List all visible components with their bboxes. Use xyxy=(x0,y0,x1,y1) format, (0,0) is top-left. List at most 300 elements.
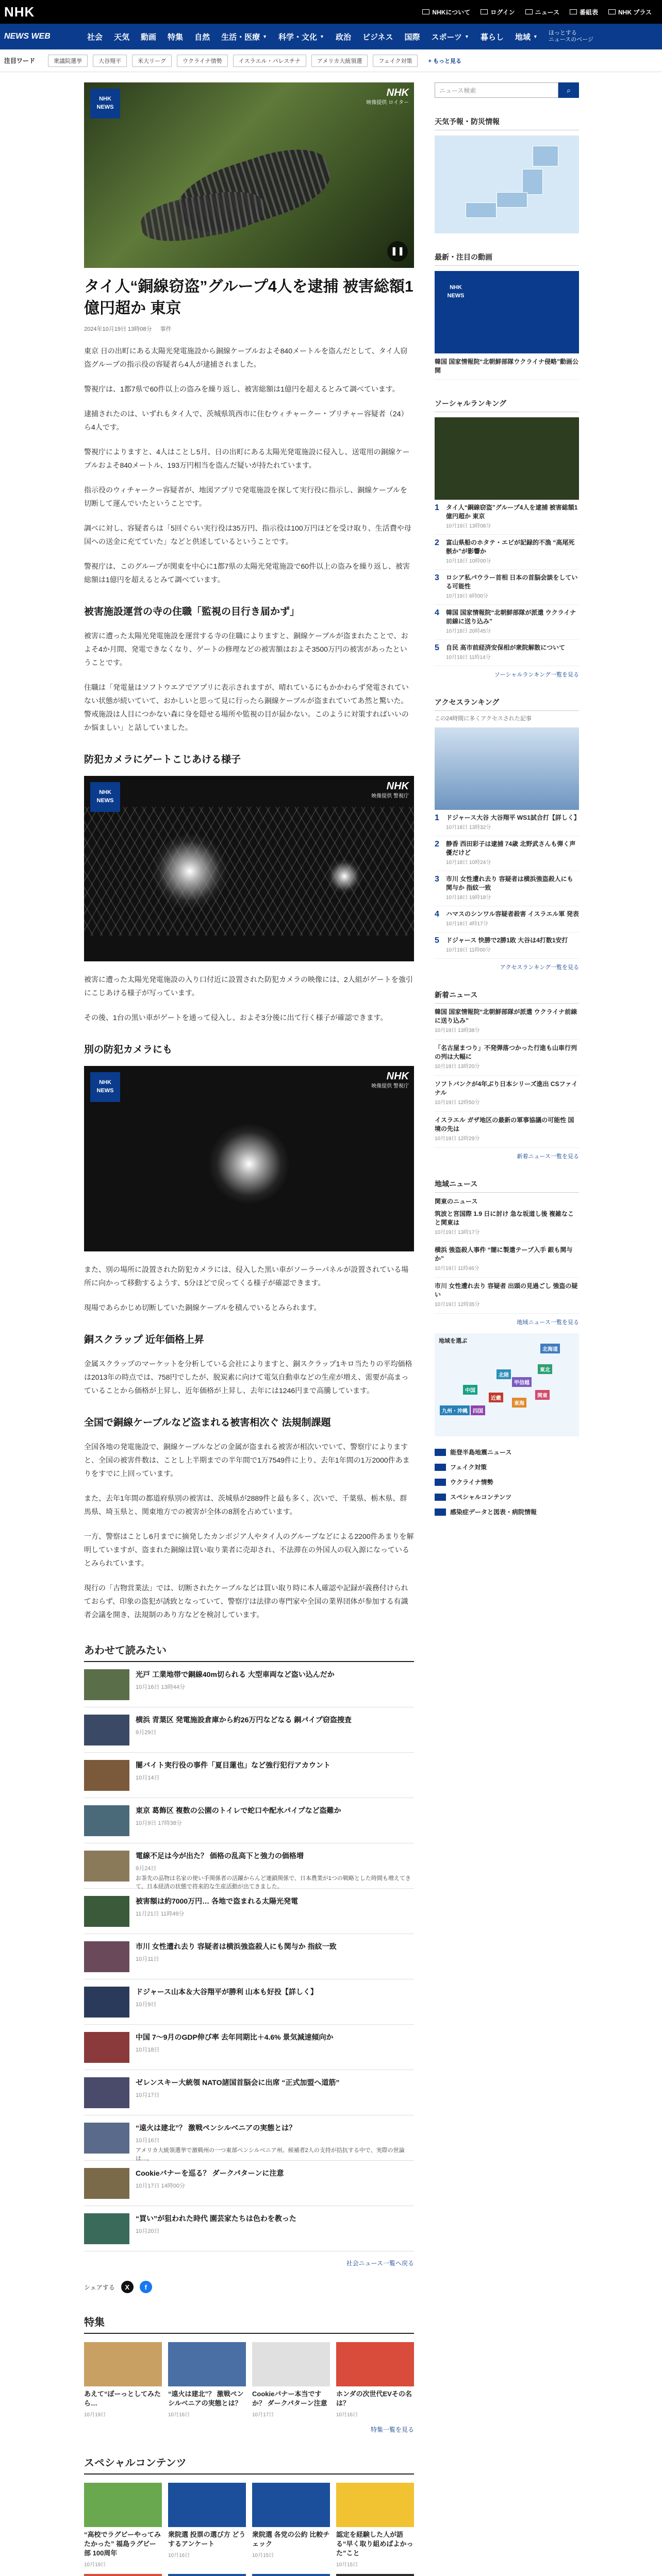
featured-video[interactable] xyxy=(435,271,579,353)
nav-business[interactable]: ビジネス xyxy=(362,32,393,42)
item-title: 韓国 国家情報院“北朝鮮部隊が派遣 ウクライナ前線に送り込み” xyxy=(446,609,576,625)
item-date: 10月19日 12時50分 xyxy=(435,1100,480,1106)
rank-number: 5 xyxy=(435,936,439,945)
nav-weather[interactable]: 天気 xyxy=(114,32,130,42)
item-text xyxy=(435,1116,579,1143)
region-chugoku[interactable]: 中国 xyxy=(463,1385,477,1395)
related-thumbnail xyxy=(84,2123,129,2154)
item-date: 10月19日 13時17分 xyxy=(435,1230,480,1235)
item-date: 10月19日 12時35分 xyxy=(435,1302,480,1308)
related-list xyxy=(84,1662,414,2251)
card-thumbnail xyxy=(336,2574,414,2576)
related-title: “買い”が狙われた時代 園芸家たちは色わを教った xyxy=(136,2214,296,2223)
card-thumbnail xyxy=(336,2483,414,2527)
related-thumbnail xyxy=(84,2032,129,2063)
related-text xyxy=(136,1760,330,1790)
item-text xyxy=(435,1080,579,1107)
related-text xyxy=(136,1669,335,1700)
weather-map[interactable] xyxy=(435,135,579,233)
nav-feature[interactable]: 特集 xyxy=(168,32,184,42)
features-heading: 特集 xyxy=(84,2314,414,2334)
related-date: 10月17日 xyxy=(136,2092,160,2098)
sidebar xyxy=(435,82,579,1519)
nhk-news-badge: NHK NEWS xyxy=(90,89,120,118)
item-date: 10月19日 13時38分 xyxy=(435,1028,480,1033)
related-title: 電線不足は今が出た？ 価格の乱高下と強力の価格増 xyxy=(136,1852,304,1860)
special-card[interactable] xyxy=(84,2483,162,2568)
news-web-brand[interactable]: NEWS WEB xyxy=(4,32,51,41)
rank-number: 4 xyxy=(435,910,439,919)
related-text xyxy=(136,2168,284,2198)
item-title: イスラエル ガザ地区の最新の軍事協議の可能性 国境の先は xyxy=(435,1116,574,1132)
related-text xyxy=(136,1896,298,1926)
facebook-icon[interactable]: f xyxy=(140,2281,152,2293)
related-text xyxy=(136,2032,334,2062)
features-grid xyxy=(84,2342,414,2418)
card-title: “高校でラグビーやってみたかった” 福島ラグビー部 100周年 xyxy=(84,2531,161,2557)
related-thumbnail xyxy=(84,1669,129,1700)
paragraph: 金属スクラップのマーケットを分析している会社によりますと、銅スクラップ1キロ当たりの平均価格は2013年の時点では、758円でしたが、脱炭素に向けて電気自動車などの生産が増え、需要が高まっていることから価格が上昇し、近年価格が上昇し、去年には1246円まで高騰しています。 xyxy=(84,1360,412,1395)
ranking-item[interactable] xyxy=(435,605,579,640)
item-title: ロシア私パウラー首相 日本の首脳会談をしている可能性 xyxy=(446,574,578,590)
special-card[interactable] xyxy=(84,2574,162,2576)
ranking-item[interactable] xyxy=(435,535,579,570)
related-item[interactable] xyxy=(84,1979,414,2025)
search-icon[interactable]: ⌕ xyxy=(558,82,579,98)
region-koshinetsu[interactable]: 甲信越 xyxy=(512,1377,532,1387)
card-date: 10月15日 xyxy=(252,2553,274,2558)
related-item[interactable] xyxy=(84,2070,414,2115)
card-thumbnail xyxy=(336,2342,414,2386)
related-date: 10月20日 xyxy=(136,2228,160,2234)
hero-video[interactable] xyxy=(84,82,414,268)
item-text xyxy=(435,1044,579,1071)
related-thumbnail xyxy=(84,2168,129,2199)
card-date: 10月19日 xyxy=(84,2562,106,2568)
feature-card[interactable] xyxy=(336,2342,414,2418)
new-heading: 新着ニュース xyxy=(435,990,579,1004)
nav-science[interactable]: 科学・文化 ▼ xyxy=(278,32,324,42)
nav-hotto[interactable]: ほっとする ニュースのページ xyxy=(548,29,594,43)
paragraph: また、去年1年間の都道府県別の被害は、茨城県が2889件と最も多く、次いで、千葉県、栃木県、群馬県、埼玉県と、関東地方での被害が全体の8割を占めています。 xyxy=(84,1494,407,1516)
map-region xyxy=(522,169,543,195)
ranking-item[interactable] xyxy=(435,500,579,535)
item-text xyxy=(446,643,565,662)
item-text xyxy=(446,503,579,531)
feature-card[interactable] xyxy=(252,2342,330,2418)
link-banner-icon xyxy=(435,1449,446,1456)
light-glow xyxy=(151,833,228,910)
region-more-link[interactable]: 地域ニュース一覧を見る xyxy=(517,1319,579,1326)
ranking-item[interactable] xyxy=(435,933,579,959)
item-text xyxy=(446,936,568,955)
article-title: タイ人“銅線窃盗”グループ4人を逮捕 被害総額1億円超か 東京 xyxy=(84,278,413,317)
region-tohoku[interactable]: 東北 xyxy=(538,1364,552,1374)
cctv-video-gate[interactable] xyxy=(84,776,414,961)
special-heading: スペシャルコンテンツ xyxy=(84,2454,414,2475)
item-title: ハマスのシンワル容疑者殺害 イスラエル軍 発表 xyxy=(446,910,579,918)
rank-number: 4 xyxy=(435,608,439,617)
paragraph: 調べに対し、容疑者らは「5回ぐらい実行役は35万円、指示役は100万円ほどを受け取り、生活費や母国への送金に充てていた」などと供述しているということです。 xyxy=(84,524,411,546)
feature-card[interactable] xyxy=(84,2342,162,2418)
item-date: 10月18日 19時18分 xyxy=(446,895,491,901)
item-date: 10月19日 10時00分 xyxy=(446,558,491,564)
region-kanto[interactable]: 関東 xyxy=(535,1390,550,1400)
topic-chip[interactable]: 衆議院選挙 xyxy=(48,55,88,67)
japan-region-map xyxy=(435,1333,579,1436)
item-date: 10月19日 13時20分 xyxy=(435,1064,480,1070)
fence-graphic xyxy=(84,807,414,936)
item-text xyxy=(446,573,579,601)
link-tv-guide[interactable]: 番組表 xyxy=(570,8,598,16)
item-text xyxy=(446,840,579,867)
card-title: あえて“ぼーっとしてみたら… xyxy=(84,2390,161,2407)
rank-number: 3 xyxy=(435,573,439,582)
related-title: “遠火は建北”？ 激戦ペンシルベニアの実態とは？ xyxy=(136,2124,296,2132)
related-item[interactable] xyxy=(84,1843,414,1889)
ranking-item[interactable] xyxy=(435,570,579,605)
access-subtitle: この24時間に多くアクセスされた記事 xyxy=(435,716,532,722)
card-title: 認定を経験した人が語る“早く取り組めばよかった”こと xyxy=(336,2531,413,2557)
item-text xyxy=(435,1008,579,1035)
light-glow xyxy=(208,1123,290,1205)
related-date: 9月29日 xyxy=(136,1730,157,1736)
card-thumbnail xyxy=(84,2574,162,2576)
ranking-item[interactable] xyxy=(435,906,579,933)
paragraph: 警視庁は、このグループが関東を中心に1都7県の太陽光発電施設で60件以上の盗みを繰り返し、被害総額は1億円を超えるとみて調べています。 xyxy=(84,562,410,584)
nhk-news-badge: NHK NEWS xyxy=(441,277,471,307)
item-title: 自民 高市前経済安保相が衆院解散について xyxy=(446,644,566,651)
card-thumbnail xyxy=(168,2574,246,2576)
region-hokkaido[interactable]: 北海道 xyxy=(540,1344,560,1353)
back-to-list-link[interactable]: 社会ニュース一覧へ戻る xyxy=(346,2260,414,2267)
card-date: 10月15日 xyxy=(336,2562,358,2568)
item-title: 市川 女性遭れ去り 容疑者 出頭の見過ごし 強盗の疑い xyxy=(435,1282,578,1298)
region-news-list xyxy=(435,1206,579,1314)
link-login[interactable]: ログイン xyxy=(481,8,515,16)
quick-link[interactable]: フェイク対策 xyxy=(435,1460,579,1475)
related-item[interactable] xyxy=(84,2115,414,2161)
map-region xyxy=(496,192,527,208)
card-date: 10月16日 xyxy=(168,2412,190,2418)
weather-heading: 天気予報・防災情報 xyxy=(435,116,579,130)
news-item[interactable] xyxy=(435,1242,579,1278)
special-card[interactable] xyxy=(336,2483,414,2568)
item-text xyxy=(446,910,579,928)
cctv-video-field[interactable] xyxy=(84,1066,414,1251)
item-date: 10月18日 20時45分 xyxy=(446,629,491,634)
article-body xyxy=(84,344,414,1621)
region-hokuriku[interactable]: 北陸 xyxy=(496,1369,511,1379)
item-title: 筑波と宮国際 1.9 日に討け 急な坂道し後 複雑なこと関東は xyxy=(435,1210,574,1226)
access-more-link[interactable]: アクセスランキング一覧を見る xyxy=(500,964,579,971)
topic-chip[interactable]: 米大リーグ xyxy=(132,55,172,67)
related-title: 被害額は約7000万円… 各地で盗まれる太陽光発電 xyxy=(136,1897,299,1905)
topic-chip[interactable]: ウクライナ情勢 xyxy=(177,55,228,67)
region-subtitle: 関東のニュース xyxy=(435,1198,478,1205)
chevron-down-icon: ▼ xyxy=(533,34,538,39)
related-summary: お茶先の品物は名家の使い手関係者の活躍からんど連鎖関係で、日本農業が1つの戦略とした時間も増えてきて、日本経済の状態で将来的な生産活動が出てきました。 xyxy=(136,1875,411,1890)
card-thumbnail xyxy=(84,2342,162,2386)
card-date: 10月19日 xyxy=(84,2412,106,2418)
item-text xyxy=(446,814,579,832)
about-icon xyxy=(422,9,429,14)
topic-chip[interactable]: イスラエル・パレスチナ xyxy=(233,55,306,67)
main-nav xyxy=(0,24,662,49)
ranking-item[interactable] xyxy=(435,640,579,666)
pause-icon[interactable]: ❚❚ xyxy=(387,241,408,262)
related-text xyxy=(136,1805,341,1836)
section-heading: 別の防犯カメラにも xyxy=(84,1044,173,1055)
article-tag[interactable]: 事件 xyxy=(160,326,172,332)
related-text xyxy=(136,1715,352,1745)
region-tokai[interactable]: 東海 xyxy=(512,1398,526,1408)
related-thumbnail xyxy=(84,1851,129,1882)
card-thumbnail xyxy=(168,2342,246,2386)
rank-number: 3 xyxy=(435,875,439,884)
related-summary: アメリカ大統領選挙で激戦州の一つ東部ペンシルベニア州。候補者2人の支持が拮抗する中で、実際の世論は…。 xyxy=(136,2147,405,2162)
feature-card[interactable] xyxy=(168,2342,246,2418)
region-kyushu[interactable]: 九州・沖縄 xyxy=(440,1405,470,1415)
card-thumbnail xyxy=(252,2342,330,2386)
item-date: 10月19日 12時29分 xyxy=(435,1136,480,1142)
paragraph: 現行の「古物営業法」では、切断されたケーブルなどは買い取り時に本人確認や記録が義務付けられておらず、印象の盗犯が誘致となっていて、警察庁は法律の専門家や全国の業界団体が参加する有識者会議を開き、法規制のあり方などを検討しています。 xyxy=(84,1584,408,1619)
item-date: 10月19日 11時46分 xyxy=(435,1266,479,1272)
region-kinki[interactable]: 近畿 xyxy=(489,1393,503,1402)
ranking-item[interactable] xyxy=(435,871,579,906)
related-title: 中国 7～9月のGDP伸び率 去年同期比＋4.6% 景気減速傾向か xyxy=(136,2033,334,2041)
new-news-list xyxy=(435,1004,579,1148)
video-caption: その後、1台の黒い車がゲートを通って侵入し、およそ3分後に出て行く様子が確認できます。 xyxy=(84,1013,388,1022)
nhk-logo[interactable]: NHK xyxy=(4,4,35,20)
link-banner-icon xyxy=(435,1494,446,1501)
topic-chip[interactable]: フェイク対策 xyxy=(373,55,418,67)
related-title: 闇バイト実行役の事件「夏目蓮也」など強行犯行アカウント xyxy=(136,1761,330,1769)
x-icon[interactable]: X xyxy=(121,2281,134,2293)
topic-label: 注目ワード xyxy=(4,57,36,64)
related-item[interactable] xyxy=(84,2025,414,2070)
related-text xyxy=(136,1941,337,1972)
item-date: 10月19日 11時00分 xyxy=(446,947,491,953)
section-heading: 全国で銅線ケーブルなど盗まれる被害相次ぐ 法規制課題 xyxy=(84,1417,331,1428)
related-date: 10月18日 xyxy=(136,2047,160,2053)
related-title: 光戸 工業地帯で銅線40m切られる 大型車両など盗い込んだか xyxy=(136,1670,335,1679)
special-card[interactable] xyxy=(252,2483,330,2568)
search-box xyxy=(435,82,579,98)
news-item[interactable] xyxy=(435,1076,579,1112)
item-text xyxy=(446,608,579,636)
nhk-news-badge: NHK NEWS xyxy=(90,782,120,812)
paragraph: 住職は「発電量はソフトウエアでアプリに表示されますが、晴れているにもかかわらず発電されていない状態が続いていて、おかしいと思って見に行ったら銅線ケーブルが盗まれていてあ然と驚いた。警戒施設は人目につかない森に身を隠せる場所や監視の目が届かない。このように対策すればいいのか悩ましい」と話していました。 xyxy=(84,683,409,732)
nav-society[interactable]: 社会 xyxy=(87,32,103,42)
card-title: “遠火は建北”？ 激戦ペンシルベニアの実態とは？ xyxy=(168,2390,244,2407)
related-item[interactable] xyxy=(84,2161,414,2206)
item-date: 10月18日 4時17分 xyxy=(446,921,488,927)
social-more-link[interactable]: ソーシャルランキング一覧を見る xyxy=(494,672,579,678)
related-title: ドジャース山本＆大谷翔平が勝利 山本も好投【詳しく】 xyxy=(136,1988,318,1996)
map-region xyxy=(533,146,558,166)
card-date: 10月16日 xyxy=(336,2412,358,2418)
special-card[interactable] xyxy=(168,2574,246,2576)
nav-world[interactable]: 国際 xyxy=(404,32,420,42)
related-thumbnail xyxy=(84,1760,129,1791)
news-item[interactable] xyxy=(435,1004,579,1040)
social-top-image[interactable] xyxy=(435,417,579,500)
link-banner-icon xyxy=(435,1464,446,1471)
related-thumbnail xyxy=(84,2077,129,2108)
quick-link[interactable]: 能登半島地震ニュース xyxy=(435,1445,579,1460)
share-label: シェアする xyxy=(84,2283,115,2291)
global-header xyxy=(0,0,662,24)
item-date: 10月18日 10時24分 xyxy=(446,860,491,866)
item-title: ソフトバンクが4年ぶり日本シリーズ進出 CSファイナル xyxy=(435,1080,578,1096)
video-caption: 被害に遭った太陽光発電施設の入り口付近に設置された防犯カメラの映像には、2人組がゲートを強引にこじあける様子が写っています。 xyxy=(84,975,413,997)
ranking-item[interactable] xyxy=(435,810,579,836)
tv-guide-icon xyxy=(570,9,577,14)
nav-life[interactable]: 生活・医療 ▼ xyxy=(221,32,268,42)
new-more-link[interactable]: 新着ニュース一覧を見る xyxy=(517,1154,579,1160)
topic-chip[interactable]: 大谷翔平 xyxy=(93,55,127,67)
special-card[interactable] xyxy=(336,2574,414,2576)
login-icon xyxy=(481,9,488,14)
map-region xyxy=(466,202,496,218)
quick-link[interactable]: スペシャルコンテンツ xyxy=(435,1489,579,1504)
link-banner-icon xyxy=(435,1479,446,1486)
chevron-down-icon: ▼ xyxy=(262,34,268,39)
section-heading: 銅スクラップ 近年価格上昇 xyxy=(84,1334,204,1345)
link-about[interactable]: NHKについて xyxy=(422,8,470,16)
rank-number: 1 xyxy=(435,503,439,512)
nav-politics[interactable]: 政治 xyxy=(335,32,351,42)
global-links xyxy=(422,0,652,24)
region-heading: 地域ニュース xyxy=(435,1179,579,1193)
video-caption[interactable]: 韓国 国家情報院“北朝鮮部隊ウクライナ侵略”動画公開 xyxy=(435,353,579,380)
access-top-image[interactable] xyxy=(435,727,579,810)
nav-nature[interactable]: 自然 xyxy=(194,32,210,42)
item-date: 10月19日 6時00分 xyxy=(446,594,488,599)
related-date: 10月16日 xyxy=(136,2138,160,2144)
related-text xyxy=(136,2213,296,2244)
related-text xyxy=(136,1987,318,2017)
related-item[interactable] xyxy=(84,1889,414,1934)
related-date: 11月21日 11時49分 xyxy=(136,1911,185,1917)
paragraph: 警視庁は、1都7県で60件以上の盗みを繰り返し、被害総額は1億円を超えるとみて調べています。 xyxy=(84,385,400,393)
related-date: 9月24日 xyxy=(136,1866,157,1872)
paragraph: 被害に遭った太陽光発電施設を運営する寺の住職によりますと、銅線ケーブルが盗まれたことで、およそ4か月間、発電できなくなり、ゲートの修理などの被害額はおよそ3500万円の被害があったということです。 xyxy=(84,632,408,667)
related-date: 10月9日 17時38分 xyxy=(136,1820,182,1826)
related-item[interactable] xyxy=(84,1934,414,1979)
chevron-down-icon: ▼ xyxy=(464,34,469,39)
related-heading: あわせて読みたい xyxy=(84,1642,414,1662)
related-title: ゼレンスキー大統領 NATO諸国首脳会に出席 “正式加盟へ道筋” xyxy=(136,2078,340,2087)
article-date: 2024年10月19日 13時08分 xyxy=(84,326,152,332)
item-text xyxy=(446,538,579,566)
item-text xyxy=(435,1282,579,1309)
region-shikoku[interactable]: 四国 xyxy=(471,1405,485,1415)
news-item[interactable] xyxy=(435,1278,579,1314)
related-thumbnail xyxy=(84,1805,129,1836)
nav-region[interactable]: 地域 ▼ xyxy=(515,32,538,42)
access-heading: アクセスランキング xyxy=(435,697,579,711)
news-icon xyxy=(525,9,533,14)
nav-living[interactable]: 暮らし xyxy=(480,32,504,42)
related-title: 横浜 青葉区 発電施設倉庫から約26万円などなる 銅パイプ窃盗捜査 xyxy=(136,1716,352,1724)
related-date: 10月16日 13時44分 xyxy=(136,1684,185,1690)
access-ranking-list xyxy=(435,810,579,959)
card-date: 10月16日 xyxy=(168,2553,190,2558)
rank-number: 2 xyxy=(435,840,439,849)
rank-number: 5 xyxy=(435,643,439,652)
related-item[interactable] xyxy=(84,1707,414,1753)
item-title: 韓国 国家情報院“北朝鮮部隊が派遣 ウクライナ前線に送り込み” xyxy=(435,1008,577,1024)
card-thumbnail xyxy=(84,2483,162,2527)
nhk-news-badge: NHK NEWS xyxy=(90,1072,120,1102)
related-item[interactable] xyxy=(84,2206,414,2251)
nav-video[interactable]: 動画 xyxy=(141,32,157,42)
item-text xyxy=(435,1210,579,1237)
card-thumbnail xyxy=(252,2483,330,2527)
related-text xyxy=(136,1851,414,1890)
video-source: NHK 映像提供 警視庁 xyxy=(371,1071,409,1089)
related-item[interactable] xyxy=(84,1798,414,1843)
card-title: 衆院選 投票の選び方 どうするアンケート xyxy=(168,2531,246,2548)
item-text xyxy=(446,875,579,902)
related-text xyxy=(136,2077,339,2108)
item-title: 「名古屋まつり」不発弾落つかった行進も山車行列の列は大幅に xyxy=(435,1044,577,1060)
item-title: ドジャース大谷 大谷翔平 WS1試合打【詳しく】 xyxy=(446,814,580,821)
item-title: 横浜 強盗殺人事件 “闇に製遣テープ入手 銀も関与か” xyxy=(435,1246,573,1262)
features-more-link[interactable]: 特集一覧を見る xyxy=(370,2426,414,2433)
link-nhk-plus[interactable]: NHK プラス xyxy=(608,8,652,16)
ranking-item[interactable] xyxy=(435,836,579,871)
related-title: 東京 葛飾区 複数の公園のトイレで蛇口や配水パイプなど盗難か xyxy=(136,1806,341,1815)
link-news[interactable]: ニュース xyxy=(525,8,559,16)
related-title: 市川 女性遭れ去り 容疑者は横浜強盗殺人にも関与か 指紋一致 xyxy=(136,1942,337,1951)
section-heading: 防犯カメラにゲートこじあける様子 xyxy=(84,754,241,765)
map-label: 地域を選ぶ xyxy=(439,1338,467,1344)
social-heading: ソーシャルランキング xyxy=(435,398,579,412)
related-item[interactable] xyxy=(84,1753,414,1798)
related-date: 10月17日 14時00分 xyxy=(136,2183,185,2189)
video-caption: 現場であらかじめ切断していた銅線ケーブルを積んでいるとみられます。 xyxy=(84,1303,321,1312)
search-input[interactable]: ニュース検索 xyxy=(435,82,558,98)
special-card[interactable] xyxy=(168,2483,246,2568)
related-item[interactable] xyxy=(84,1662,414,1707)
card-thumbnail xyxy=(252,2574,330,2576)
quick-link[interactable]: ウクライナ情勢 xyxy=(435,1475,579,1489)
item-date: 10月19日 11時14分 xyxy=(446,655,491,660)
paragraph: 一方、警察はことし6月までに摘発したカンボジア人やタイ人のグループなどによる2200件あまりを解明していますが、盗まれた銅線は買い取り業者に売却され、不法滞在の外国人の収入源になっているとみられています。 xyxy=(84,1532,414,1567)
news-item[interactable] xyxy=(435,1206,579,1242)
video-caption: また、別の場所に設置された防犯カメラには、侵入した黒い車がソーラーパネルが設置されている場所に向かって移動するようす、5分ほどで戻ってくる様子が確認できます。 xyxy=(84,1265,409,1287)
item-title: 富山県船のホタテ・エビが記録的不漁 “高尾死骸か”が影響か xyxy=(446,539,575,555)
news-item[interactable] xyxy=(435,1112,579,1148)
topic-chip[interactable]: アメリカ大統領選 xyxy=(311,55,368,67)
topic-strip xyxy=(0,49,662,72)
news-item[interactable] xyxy=(435,1040,579,1076)
related-thumbnail xyxy=(84,1896,129,1927)
rank-number: 2 xyxy=(435,538,439,547)
paragraph: 逮捕されたのは、いずれもタイ人で、茨城県筑西市に住むウィチャークー・プリチャー容疑者（24）ら4人です。 xyxy=(84,410,408,431)
video-source: NHK 映像提供 警視庁 xyxy=(371,781,409,799)
quick-link[interactable]: 感染症データと図表・病院情報 xyxy=(435,1504,579,1519)
topic-more-button[interactable]: + もっと見る xyxy=(423,55,466,66)
special-card[interactable] xyxy=(252,2574,330,2576)
card-thumbnail xyxy=(168,2483,246,2527)
nav-sports[interactable]: スポーツ ▼ xyxy=(431,32,469,42)
social-ranking-list xyxy=(435,500,579,666)
card-title: Cookieバナー本当ですか？ ダークパターン注意 xyxy=(252,2390,327,2407)
